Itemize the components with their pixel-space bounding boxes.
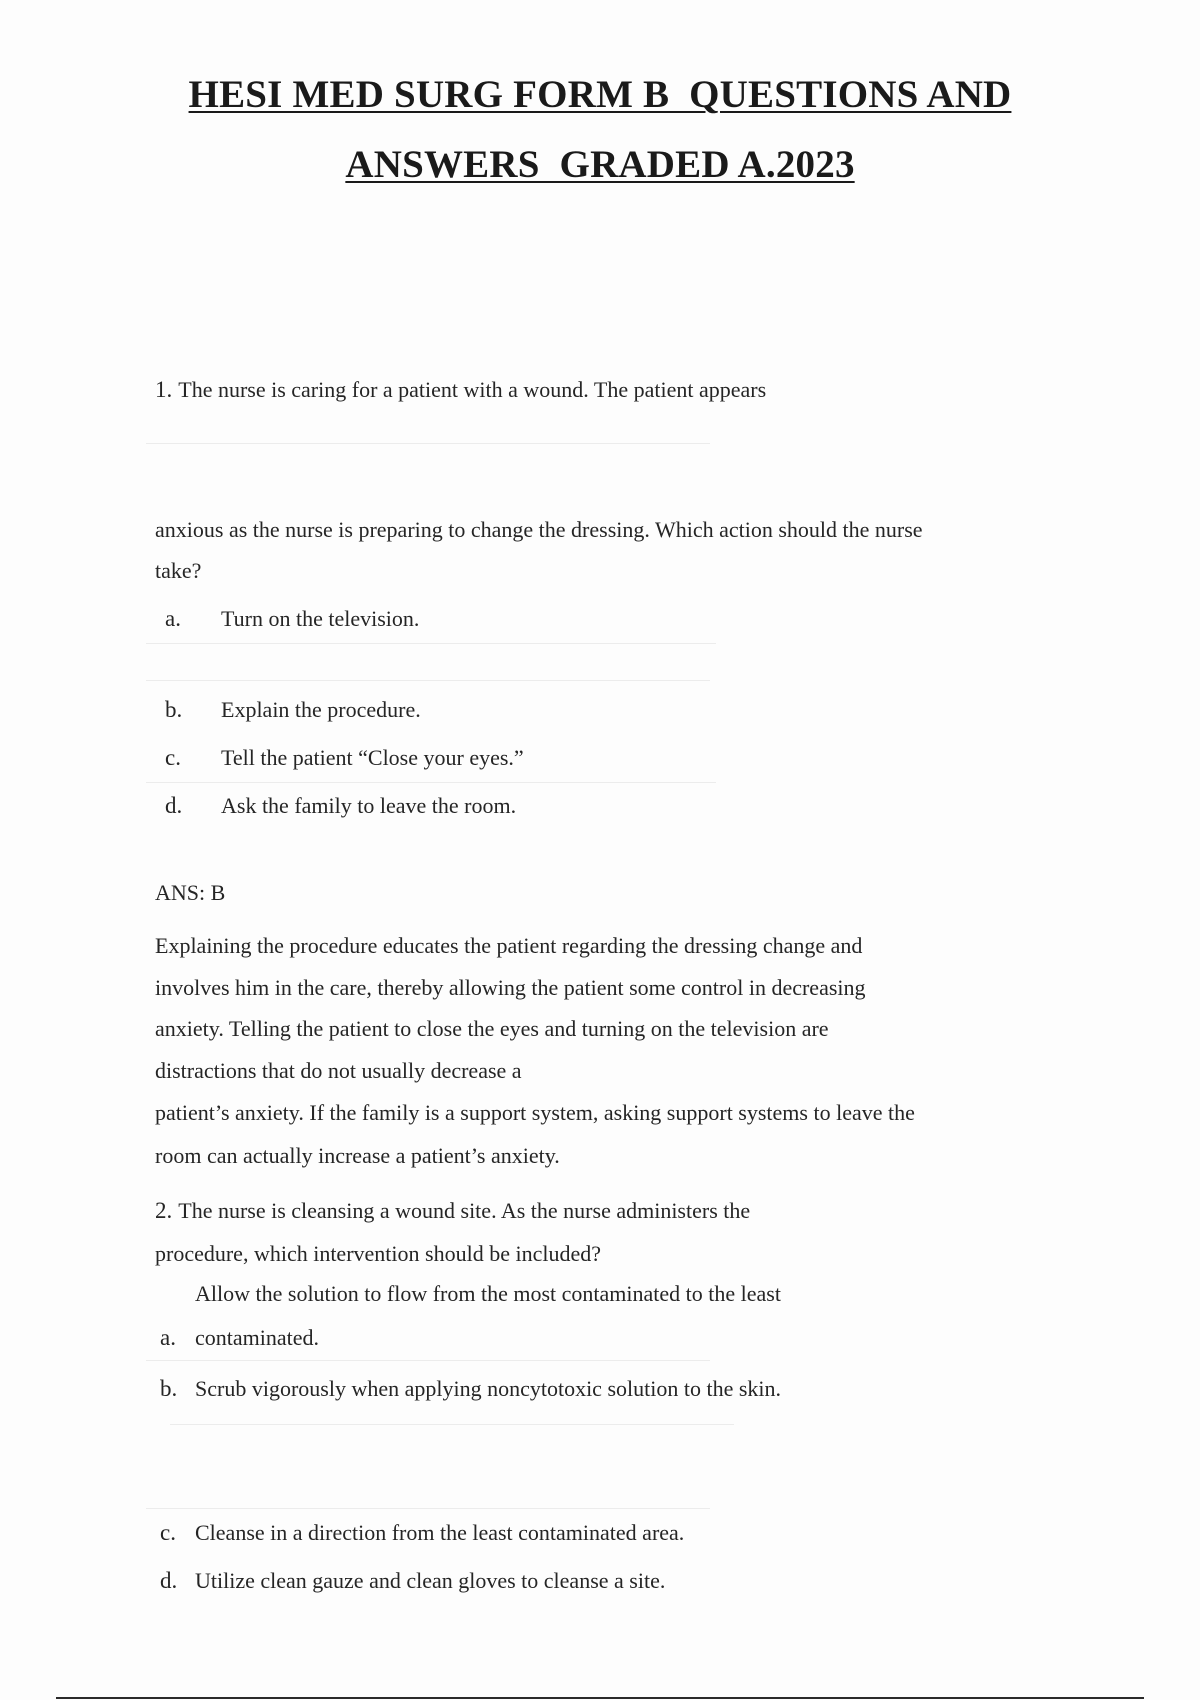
page-bottom-rule (56, 1697, 1144, 1699)
rationale-line-4: distractions that do not usually decrease a (155, 1058, 522, 1083)
option-text: Turn on the television. (221, 606, 420, 631)
document-title-line-2: ANSWERS GRADED A.2023 (345, 143, 855, 186)
option-letter: a. (160, 1325, 176, 1350)
document-title-line-1: HESI MED SURG FORM B QUESTIONS AND (188, 73, 1012, 116)
option-text: Ask the family to leave the room. (221, 793, 517, 818)
faint-rule (146, 443, 710, 444)
option-text: Utilize clean gauze and clean gloves to cleanse a site. (195, 1568, 666, 1593)
rationale-line-3: anxiety. Telling the patient to close the eyes and turning on the television are (155, 1016, 829, 1041)
option-letter: b. (160, 1376, 178, 1401)
question-2-stem-line-2: procedure, which intervention should be included? (155, 1241, 601, 1266)
option-text: Scrub vigorously when applying noncytotoxic solution to the skin. (195, 1376, 782, 1401)
question-2-number: 2. (155, 1198, 173, 1223)
option-letter: d. (160, 1568, 178, 1593)
option-text-line-1: Allow the solution to flow from the most contaminated to the least (195, 1281, 781, 1306)
option-text: Explain the procedure. (221, 697, 421, 722)
rationale-line-1: Explaining the procedure educates the patient regarding the dressing change and (155, 933, 863, 958)
faint-rule (146, 1508, 710, 1509)
faint-rule (170, 1424, 734, 1425)
faint-rule (146, 680, 710, 681)
rationale-line-5: patient’s anxiety. If the family is a support system, asking support systems to leave the (155, 1100, 915, 1125)
option-letter: c. (165, 745, 181, 770)
question-1-stem-line-1: 1. The nurse is caring for a patient with a wound. The patient appears (155, 377, 767, 402)
option-letter: b. (165, 697, 183, 722)
question-1-stem-line-2: anxious as the nurse is preparing to change the dressing. Which action should the nurse (155, 517, 923, 542)
rationale-line-6: room can actually increase a patient’s anxiety. (155, 1143, 560, 1168)
option-text: Tell the patient “Close your eyes.” (221, 745, 524, 770)
faint-rule (146, 643, 716, 644)
option-text: Cleanse in a direction from the least contaminated area. (195, 1520, 685, 1545)
rationale-line-2: involves him in the care, thereby allowing the patient some control in decreasing (155, 975, 866, 1000)
faint-rule (146, 782, 716, 783)
question-1-answer: ANS: B (155, 880, 226, 905)
question-1-stem-line-3: take? (155, 558, 202, 583)
option-letter: a. (165, 606, 181, 631)
faint-rule (146, 1360, 710, 1361)
option-text-line-2: contaminated. (195, 1325, 320, 1350)
question-2-stem-line-1: 2. The nurse is cleansing a wound site. As the nurse administers the (155, 1198, 751, 1223)
question-1-number: 1. (155, 377, 173, 402)
option-letter: c. (160, 1520, 176, 1545)
option-letter: d. (165, 793, 183, 818)
